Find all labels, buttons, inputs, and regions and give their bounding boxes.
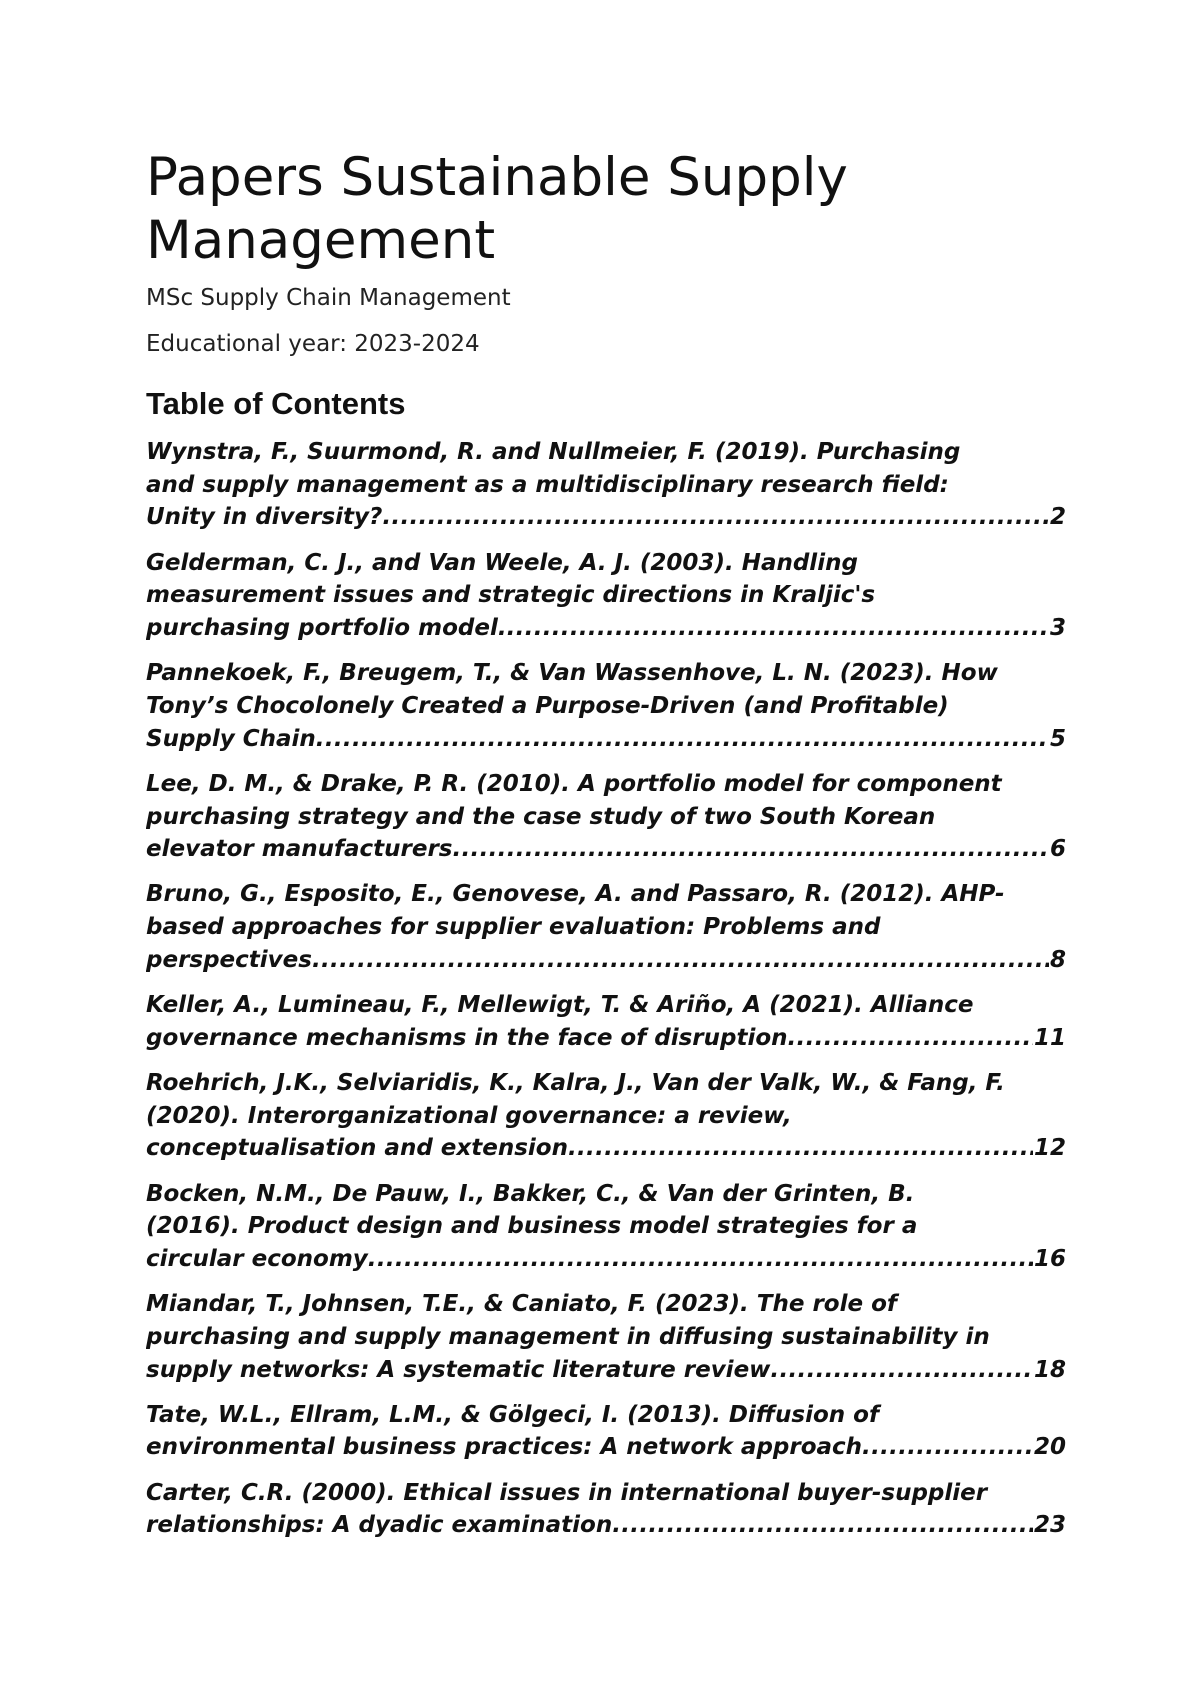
toc-page-number: 16 xyxy=(1033,1245,1066,1272)
educational-year: Educational year: 2023-2024 xyxy=(146,331,480,357)
dot-leader xyxy=(507,612,1049,645)
toc-entry-line: (2016). Product design and business model strategies for a xyxy=(146,1213,918,1240)
toc-entry-line: measurement issues and strategic directions in Kraljic's xyxy=(146,582,876,609)
toc-entry[interactable] xyxy=(146,878,1066,976)
toc-entry-line: Roehrich, J.K., Selviaridis, K., Kalra, J., Van der Valk, W., & Fang, F. xyxy=(146,1069,1005,1096)
toc-page-number: 20 xyxy=(1033,1434,1066,1461)
toc-entry-line: Lee, D. M., & Drake, P. R. (2010). A portfolio model for component xyxy=(146,770,1002,797)
toc-entry[interactable] xyxy=(146,1178,1066,1276)
dot-leader xyxy=(568,1132,1033,1165)
toc-page-number: 2 xyxy=(1049,504,1066,531)
dot-leader xyxy=(770,1354,1033,1387)
program-subtitle: MSc Supply Chain Management xyxy=(146,285,511,311)
toc-entry[interactable] xyxy=(146,436,1066,534)
toc-entry[interactable] xyxy=(146,1399,1066,1464)
dot-leader xyxy=(368,1243,1033,1276)
toc-entry[interactable] xyxy=(146,1288,1066,1386)
toc-page-number: 8 xyxy=(1049,946,1066,973)
toc-entry-line: and supply management as a multidisciplinary research field: xyxy=(146,471,949,498)
toc-entry-line: conceptualisation and extension xyxy=(146,1135,568,1162)
toc-entry[interactable] xyxy=(146,989,1066,1054)
toc-entry-line: circular economy xyxy=(146,1245,368,1272)
toc-entry-line: governance mechanisms in the face of disruption xyxy=(146,1024,788,1051)
toc-entry-line: environmental business practices: A network approach xyxy=(146,1434,863,1461)
toc-entry-line: purchasing portfolio model. xyxy=(146,615,507,642)
toc-entry-line: Pannekoek, F., Breugem, T., & Van Wassenhove, L. N. (2023). How xyxy=(146,660,998,687)
toc-entry-line: based approaches for supplier evaluation: Problems and xyxy=(146,914,881,941)
toc-page-number: 6 xyxy=(1049,836,1066,863)
toc-entry-line: purchasing strategy and the case study of two South Korean xyxy=(146,803,936,830)
toc-page-number: 3 xyxy=(1049,615,1066,642)
toc-entry[interactable] xyxy=(146,547,1066,645)
toc-entry-line: Tony’s Chocolonely Created a Purpose-Driven (and Profitable) xyxy=(146,692,949,719)
toc-entry[interactable] xyxy=(146,1067,1066,1165)
dot-leader xyxy=(788,1022,1033,1055)
toc-page-number: 5 xyxy=(1049,725,1066,752)
toc-page-number: 12 xyxy=(1033,1135,1066,1162)
dot-leader xyxy=(452,833,1049,866)
toc-entry-line: elevator manufacturers xyxy=(146,836,453,863)
toc-entry-line: Keller, A., Lumineau, F., Mellewigt, T. & Ariño, A (2021). Alliance xyxy=(146,992,974,1019)
toc-entry-line: Carter, C.R. (2000). Ethical issues in international buyer-supplier xyxy=(146,1479,988,1506)
dot-leader xyxy=(316,723,1049,756)
toc-entry-line: supply networks: A systematic literature review xyxy=(146,1356,771,1383)
toc-entry-line: Miandar, T., Johnsen, T.E., & Caniato, F. (2023). The role of xyxy=(146,1291,897,1318)
toc-entry[interactable] xyxy=(146,1477,1066,1542)
toc-entry-line: perspectives xyxy=(146,946,312,973)
toc-entry-line: relationships: A dyadic examination xyxy=(146,1512,613,1539)
toc-entry[interactable] xyxy=(146,768,1066,866)
toc-entry-line: Gelderman, C. J., and Van Weele, A. J. (2003). Handling xyxy=(146,549,858,576)
toc-entry-line: Unity in diversity? xyxy=(146,504,383,531)
toc-entry-line: Bruno, G., Esposito, E., Genovese, A. and Passaro, R. (2012). AHP- xyxy=(146,881,1005,908)
toc-entry-line: Supply Chain xyxy=(146,725,316,752)
toc-page-number: 23 xyxy=(1033,1512,1066,1539)
toc-page-number: 18 xyxy=(1033,1356,1066,1383)
toc-entry-line: Tate, W.L., Ellram, L.M., & Gölgeci, I. (2013). Diffusion of xyxy=(146,1401,879,1428)
toc-entry-line: (2020). Interorganizational governance: a review, xyxy=(146,1102,792,1129)
dot-leader xyxy=(312,944,1049,977)
table-of-contents xyxy=(146,436,1066,1542)
toc-entry-line: Bocken, N.M., De Pauw, I., Bakker, C., & Van der Grinten, B. xyxy=(146,1180,915,1207)
dot-leader xyxy=(862,1431,1033,1464)
toc-entry-line: purchasing and supply management in diffusing sustainability in xyxy=(146,1323,990,1350)
dot-leader xyxy=(612,1509,1033,1542)
toc-entry-line: Wynstra, F., Suurmond, R. and Nullmeier, F. (2019). Purchasing xyxy=(146,439,961,465)
document-title: Papers Sustainable Supply Management xyxy=(146,147,848,271)
document-page xyxy=(146,146,1066,1555)
dot-leader xyxy=(382,501,1049,534)
toc-heading: Table of Contents xyxy=(146,386,406,421)
toc-entry[interactable] xyxy=(146,657,1066,755)
toc-page-number: 11 xyxy=(1033,1024,1066,1051)
